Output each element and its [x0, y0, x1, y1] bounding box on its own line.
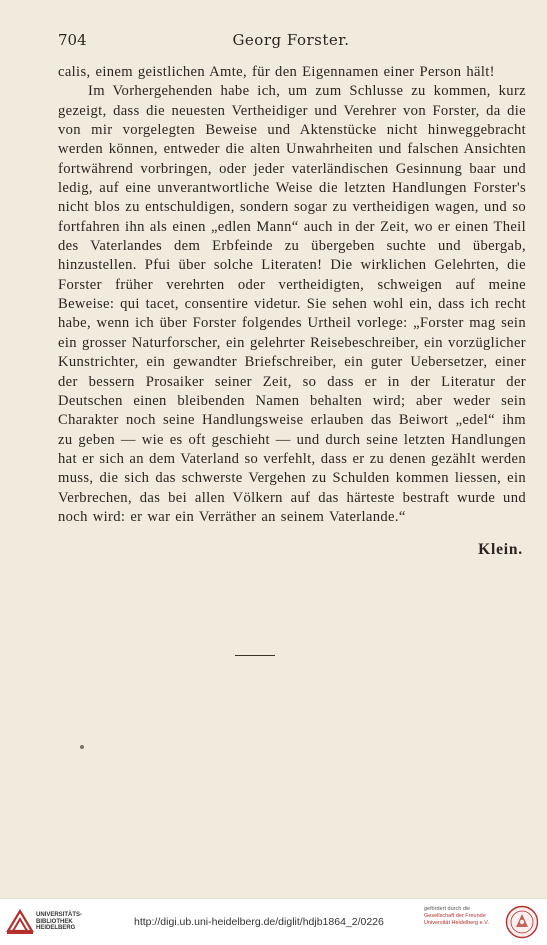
- author-signature: Klein.: [478, 541, 523, 558]
- page-number: 704: [58, 31, 87, 49]
- paragraph-main: Im Vorhergehenden habe ich, um zum Schlusse zu kommen, kurz gezeigt, dass die neuesten Vertheidiger und Verehrer von Forster, da die von mir vorgelegten Beweise und Aktenstücke nicht hinweggebracht werden können, entweder die alten Unwahrheiten und falschen Ansichten fortwährend vorbringen, oder jeder vaterländischen Gesinnung baar und ledig, auf eine unverantwortliche Weise die letzten Handlungen Forster's nicht blos zu entschuldigen, sondern sogar zu vertheidigen wagen, und so fortfahren ihn als einen „edlen Mann“ auch in der Zeit, wo er einen Theil des Vaterlandes dem Erbfeinde zu übergeben suchte und übergab, hinzustellen. Pfui über solche Literaten! Die wirklichen Gelehrten, die Forster früher verehrten oder vertheidigten, schweigen auf meine Beweise: qui tacet, consentire videtur. Sie sehen wohl ein, dass ich recht habe, wenn ich über Forster folgendes Urtheil vorlege: „Forster mag sein ein grosser Naturforscher, ein gelehrter Reisebeschreiber, ein vorzüglicher Kunstrichter, ein gewandter Briefschreiber, ein guter Uebersetzer, einer der bessern Prosaiker seiner Zeit, so dass er in der Literatur der Deutschen einen bleibenden Namen behalten wird; aber weder sein Charakter noch seine Handlungsweise erlauben das Beiwort „edel“ ihm zu geben — wie es oft geschieht — und durch seine letzten Handlungen hat er sich an dem Vaterland so verfehlt, dass er zu denen gezählt werden muss, die sich das schwerste Vergehen zu Schulden kommen liessen, ein Verbrechen, das bei allen Völkern auf das härteste bestraft wurde und noch wird: er war ein Verräther an seinem Vaterlande.“: [58, 83, 526, 525]
- sponsor-name-line-1: Gesellschaft der Freunde: [424, 913, 486, 919]
- university-seal-icon: [505, 905, 539, 939]
- library-logo-text: [36, 912, 82, 932]
- sponsor-label: gefördert durch die: [424, 906, 471, 912]
- end-rule: [235, 655, 275, 656]
- sponsor-name-line-2: Universität Heidelberg e.V.: [424, 920, 489, 926]
- permalink-url[interactable]: http://digi.ub.uni-heidelberg.de/diglit/hdjb1864_2/0226: [134, 916, 384, 928]
- ink-spot: [80, 745, 84, 749]
- running-title: Georg Forster.: [232, 31, 350, 49]
- library-logo-icon: [4, 907, 36, 937]
- paragraph-continuation: calis, einem geistlichen Amte, für den Eigennamen einer Person hält!: [58, 64, 495, 80]
- library-logo-label: UNIVERSITÄTS- BIBLIOTHEK HEIDELBERG: [36, 912, 83, 931]
- body-text: [58, 63, 526, 527]
- digitization-footer: [0, 898, 547, 945]
- sponsor-block: [424, 906, 489, 927]
- running-head: [58, 31, 524, 51]
